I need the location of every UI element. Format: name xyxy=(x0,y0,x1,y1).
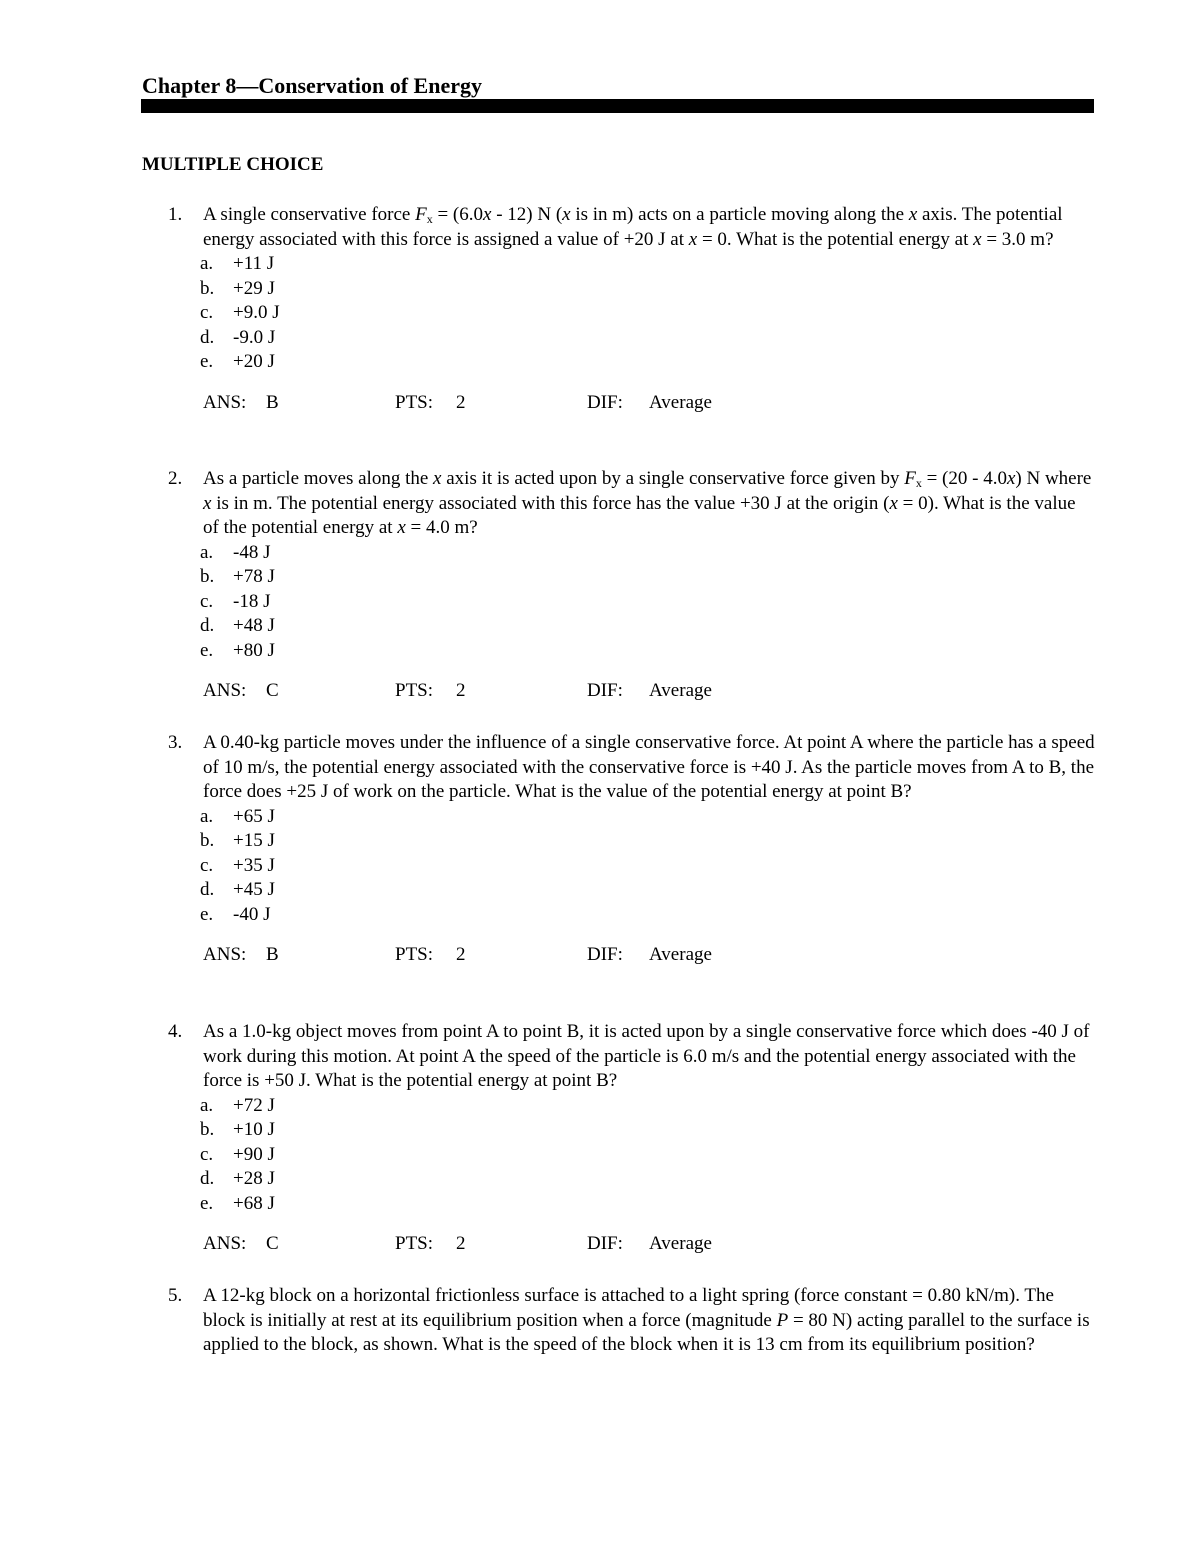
question-text-segment: axis it is acted upon by a single conservative force given by xyxy=(441,468,905,489)
choice-letter: e. xyxy=(200,351,214,372)
answer-key-row xyxy=(142,391,1102,416)
answer-choice xyxy=(142,829,1102,854)
choice-letter: b. xyxy=(200,277,215,299)
choice-value: +20 J xyxy=(233,351,275,372)
answer-key-row xyxy=(142,943,1102,968)
answer-choice xyxy=(142,805,1102,830)
difficulty-value: Average xyxy=(649,1233,712,1254)
answer-choice xyxy=(142,301,1102,326)
question-text-segment: ) N where xyxy=(1015,468,1092,489)
choice-letter: b. xyxy=(200,1119,215,1140)
question-text-segment: - 12) N ( xyxy=(491,204,563,225)
question-text-segment: A 12-kg block on a horizontal frictionless surface is attached to a light spring (force constant = 0.80 kN/m). The block is initially at rest at its equilibrium position when a force (magnitude xyxy=(203,1285,1054,1331)
answer-choice xyxy=(142,252,1102,277)
choice-letter: d. xyxy=(200,879,215,900)
question-text-segment: x xyxy=(426,212,433,226)
answer-value: B xyxy=(266,944,279,965)
difficulty-value: Average xyxy=(649,680,712,701)
question-text-segment: = 3.0 m? xyxy=(981,228,1054,250)
question-text-segment: x xyxy=(915,476,922,490)
choice-value: -40 J xyxy=(233,903,271,925)
question-number: 1. xyxy=(168,204,183,225)
question-text xyxy=(203,467,1096,541)
choice-value: -9.0 J xyxy=(233,326,276,348)
answer-choice xyxy=(142,590,1102,615)
choice-value: +15 J xyxy=(233,830,275,851)
choice-letter: c. xyxy=(200,1143,214,1165)
answer-choice xyxy=(142,1118,1102,1143)
chapter-title: Chapter 8—Conservation of Energy xyxy=(142,73,482,98)
choice-value: +29 J xyxy=(233,277,275,299)
difficulty-label: DIF: xyxy=(587,944,623,965)
question-text-segment: x xyxy=(889,492,898,514)
question-4 xyxy=(142,1020,1102,1257)
question-text-segment: = 0. What is the potential energy at xyxy=(697,228,974,250)
choice-letter: b. xyxy=(200,566,215,587)
answer-choice xyxy=(142,1192,1102,1217)
question-text-segment: axis. The potential energy associated with this force is assigned a value of +20 J at xyxy=(203,204,1063,250)
choice-value: +65 J xyxy=(233,805,275,827)
question-1 xyxy=(142,203,1102,415)
choice-letter: b. xyxy=(200,830,215,851)
question-text-segment: x xyxy=(483,204,492,225)
question-text-segment: = (20 - 4.0 xyxy=(921,468,1007,489)
question-5 xyxy=(142,1284,1102,1358)
answer-label: ANS: xyxy=(203,1233,247,1254)
question-text-segment: x xyxy=(1006,468,1016,489)
choice-value: +78 J xyxy=(233,566,275,587)
choice-letter: c. xyxy=(200,302,214,323)
choice-letter: a. xyxy=(200,1094,214,1116)
answer-choices xyxy=(142,805,1102,928)
difficulty-value: Average xyxy=(649,391,712,413)
question-text xyxy=(203,1020,1096,1094)
question-number: 3. xyxy=(168,732,183,753)
answer-key-row xyxy=(142,1232,1102,1257)
answer-label: ANS: xyxy=(203,391,247,413)
answer-choice xyxy=(142,277,1102,302)
question-text-segment: A single conservative force xyxy=(203,204,416,225)
question-3 xyxy=(142,731,1102,968)
difficulty-label: DIF: xyxy=(587,680,623,701)
answer-value: C xyxy=(266,680,279,701)
choice-letter: d. xyxy=(200,1168,215,1189)
answer-choice xyxy=(142,1094,1102,1119)
points-value: 2 xyxy=(456,944,466,965)
question-text-segment: F xyxy=(904,468,916,489)
points-value: 2 xyxy=(456,680,466,701)
answer-value: B xyxy=(266,391,279,413)
answer-choice xyxy=(142,541,1102,566)
answer-choice xyxy=(142,350,1102,375)
question-text xyxy=(203,1284,1096,1358)
answer-choice xyxy=(142,854,1102,879)
question-text-segment: As a 1.0-kg object moves from point A to point B, it is acted upon by a single conservative force which does -40 J of work during this motion. At point A the speed of the particle is 6.0 m/s and the potential energy associated with the force is +50 J. What is the potential energy at point B? xyxy=(203,1021,1090,1091)
choice-letter: e. xyxy=(200,639,214,661)
choice-letter: a. xyxy=(200,805,214,827)
choice-letter: d. xyxy=(200,326,215,348)
question-text-segment: x xyxy=(973,228,982,250)
difficulty-label: DIF: xyxy=(587,391,623,413)
question-text-segment: is in m. The potential energy associated with this force has the value +30 J at the origin ( xyxy=(211,492,890,514)
choice-value: +9.0 J xyxy=(233,302,280,323)
answer-choice xyxy=(142,326,1102,351)
choice-value: +48 J xyxy=(233,615,275,636)
question-number: 5. xyxy=(168,1285,183,1306)
question-text-segment: = 0). What is the value of the potential energy at xyxy=(203,492,1076,538)
question-text-segment: = 4.0 m? xyxy=(405,517,478,538)
points-value: 2 xyxy=(456,1233,466,1254)
answer-choice xyxy=(142,1167,1102,1192)
question-text-segment: x xyxy=(688,228,698,250)
choice-letter: c. xyxy=(200,590,214,612)
points-label: PTS: xyxy=(395,1233,434,1254)
section-heading: MULTIPLE CHOICE xyxy=(142,154,324,175)
difficulty-label: DIF: xyxy=(587,1233,623,1254)
question-2 xyxy=(142,467,1102,704)
question-text-segment: is in m) acts on a particle moving along the xyxy=(570,204,909,225)
question-text-segment: x xyxy=(433,468,442,489)
choice-value: +10 J xyxy=(233,1119,275,1140)
answer-choices xyxy=(142,1094,1102,1217)
question-text-segment: P xyxy=(776,1309,789,1331)
question-text-segment: F xyxy=(415,204,427,225)
choice-letter: d. xyxy=(200,615,215,636)
choice-value: +90 J xyxy=(233,1143,275,1165)
difficulty-value: Average xyxy=(649,944,712,965)
choice-letter: a. xyxy=(200,253,214,274)
answer-choice xyxy=(142,903,1102,928)
answer-choices xyxy=(142,252,1102,375)
choice-value: +68 J xyxy=(233,1192,275,1214)
question-text-segment: x xyxy=(908,204,918,225)
choice-letter: e. xyxy=(200,903,214,925)
question-text-segment: x xyxy=(397,517,406,538)
choice-letter: a. xyxy=(200,541,214,563)
points-label: PTS: xyxy=(395,391,434,413)
choice-value: +11 J xyxy=(233,253,275,274)
choice-value: +35 J xyxy=(233,854,275,876)
answer-label: ANS: xyxy=(203,944,247,965)
choice-letter: c. xyxy=(200,854,214,876)
points-label: PTS: xyxy=(395,680,434,701)
points-value: 2 xyxy=(456,391,466,413)
points-label: PTS: xyxy=(395,944,434,965)
question-text-segment: x xyxy=(203,492,212,514)
answer-choice xyxy=(142,1143,1102,1168)
answer-value: C xyxy=(266,1233,279,1254)
choice-value: +45 J xyxy=(233,879,275,900)
answer-choice xyxy=(142,639,1102,664)
question-text xyxy=(203,731,1096,805)
answer-label: ANS: xyxy=(203,680,247,701)
question-text-segment: = (6.0 xyxy=(432,204,483,225)
choice-value: -18 J xyxy=(233,590,271,612)
choice-value: +28 J xyxy=(233,1168,275,1189)
choice-letter: e. xyxy=(200,1192,214,1214)
question-number: 2. xyxy=(168,468,183,489)
choice-value: -48 J xyxy=(233,541,271,563)
answer-choice xyxy=(142,614,1102,639)
answer-choices xyxy=(142,541,1102,664)
question-text-segment: = 80 N) acting parallel to the surface is applied to the block, as shown. What is the speed of the block when it is 13 cm from its equilibrium position? xyxy=(203,1309,1090,1355)
question-text-segment: x xyxy=(562,204,571,225)
choice-value: +80 J xyxy=(233,639,275,661)
question-number: 4. xyxy=(168,1021,183,1042)
question-text-segment: A 0.40-kg particle moves under the influence of a single conservative force. At point A where the particle has a speed of 10 m/s, the potential energy associated with the conservative force is +40 J. As the particle moves from A to B, the force does +25 J of work on the particle. What is the value of the potential energy at point B? xyxy=(203,732,1095,802)
answer-key-row xyxy=(142,679,1102,704)
answer-choice xyxy=(142,565,1102,590)
title-rule xyxy=(141,99,1094,113)
question-text xyxy=(203,203,1096,252)
question-text-segment: As a particle moves along the xyxy=(203,468,434,489)
choice-value: +72 J xyxy=(233,1094,275,1116)
answer-choice xyxy=(142,878,1102,903)
